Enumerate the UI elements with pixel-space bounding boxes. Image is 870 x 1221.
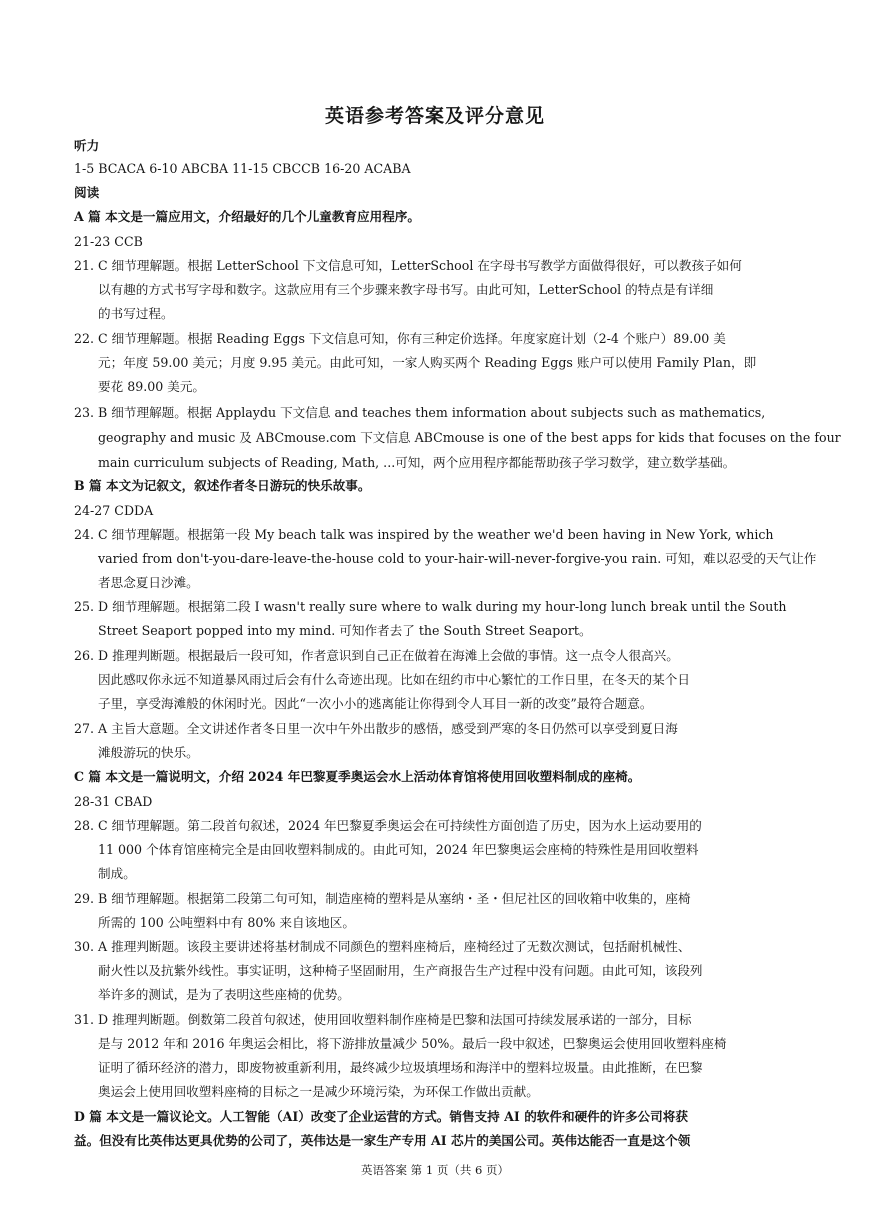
q21-line-2: 以有趣的方式书写字母和数字。这款应用有三个步骤来教字母书写。由此可知，LetterSchool 的特点是有详细 bbox=[98, 282, 714, 297]
q26-line-2: 因此感叹你永远不知道暴风雨过后会有什么奇迹出现。比如在纽约市中心繁忙的工作日里，在冬天的某个日 bbox=[98, 672, 690, 687]
q27-line-1: 27. A 主旨大意题。全文讲述作者冬日里一次中午外出散步的感悟，感受到严寒的冬日仍然可以享受到夏日海 bbox=[74, 721, 678, 736]
q29-line-1: 29. B 细节理解题。根据第二段第二句可知，制造座椅的塑料是从塞纳・圣・但尼社区的回收箱中收集的，座椅 bbox=[74, 891, 691, 906]
q25-line-1: 25. D 细节理解题。根据第二段 I wasn't really sure where to walk during my hour-long lunch break until the South bbox=[74, 599, 787, 614]
q22-line-2: 元；年度 59.00 美元；月度 9.95 美元。由此可知，一家人购买两个 Reading Eggs 账户可以使用 Family Plan，即 bbox=[98, 355, 757, 370]
q22-line-3: 要花 89.00 美元。 bbox=[98, 379, 206, 394]
q31-line-2: 是与 2012 年和 2016 年奥运会相比，将下游排放量减少 50%。最后一段中叙述，巴黎奥运会使用回收塑料座椅 bbox=[98, 1036, 727, 1051]
section-d-heading-line-1: D 篇 本文是一篇议论文。人工智能（AI）改变了企业运营的方式。销售支持 AI 的软件和硬件的许多公司将获 bbox=[74, 1109, 688, 1124]
section-c-answers: 28-31 CBAD bbox=[74, 794, 153, 809]
section-a-answers: 21-23 CCB bbox=[74, 234, 143, 249]
page-title: 英语参考答案及评分意见 bbox=[324, 105, 545, 127]
q26-line-3: 子里，享受海滩般的休闲时光。因此“一次小小的逃离能让你得到令人耳目一新的改变”最符合题意。 bbox=[98, 696, 653, 711]
section-b-answers: 24-27 CDDA bbox=[74, 503, 154, 518]
listening-heading: 听力 bbox=[74, 138, 100, 153]
q30-line-1: 30. A 推理判断题。该段主要讲述将基材制成不同颜色的塑料座椅后，座椅经过了无数次测试，包括耐机械性、 bbox=[74, 939, 691, 954]
q23-line-3: main curriculum subjects of Reading, Math, ...可知，两个应用程序都能帮助孩子学习数学，建立数学基础。 bbox=[98, 455, 736, 470]
q31-line-4: 奥运会上使用回收塑料座椅的目标之一是减少环境污染，为环保工作做出贡献。 bbox=[98, 1084, 539, 1099]
q31-line-1: 31. D 推理判断题。倒数第二段首句叙述，使用回收塑料制作座椅是巴黎和法国可持续发展承诺的一部分，目标 bbox=[74, 1012, 692, 1027]
q30-line-3: 举许多的测试，是为了表明这些座椅的优势。 bbox=[98, 987, 350, 1002]
q30-line-2: 耐火性以及抗紫外线性。事实证明，这种椅子坚固耐用，生产商报告生产过程中没有问题。由此可知，该段列 bbox=[98, 963, 703, 978]
section-c-heading: C 篇 本文是一篇说明文，介绍 2024 年巴黎夏季奥运会水上活动体育馆将使用回收塑料制成的座椅。 bbox=[74, 769, 641, 784]
q24-line-1: 24. C 细节理解题。根据第一段 My beach talk was inspired by the weather we'd been having in New York, which bbox=[74, 527, 774, 542]
listening-answers: 1-5 BCACA 6-10 ABCBA 11-15 CBCCB 16-20 ACABA bbox=[74, 161, 411, 176]
section-d-heading-line-2: 益。但没有比英伟达更具优势的公司了，英伟达是一家生产专用 AI 芯片的美国公司。英伟达能否一直是这个领 bbox=[74, 1133, 691, 1148]
q21-line-1: 21. C 细节理解题。根据 LetterSchool 下文信息可知，LetterSchool 在字母书写教学方面做得很好，可以教孩子如何 bbox=[74, 258, 742, 273]
page-footer: 英语答案 第 1 页（共 6 页） bbox=[361, 1163, 509, 1177]
q27-line-2: 滩般游玩的快乐。 bbox=[98, 745, 199, 760]
reading-heading: 阅读 bbox=[74, 185, 100, 200]
q28-line-3: 制成。 bbox=[98, 866, 136, 881]
q24-line-3: 者思念夏日沙滩。 bbox=[98, 575, 199, 590]
q28-line-2: 11 000 个体育馆座椅完全是由回收塑料制成的。由此可知，2024 年巴黎奥运会座椅的特殊性是用回收塑料 bbox=[98, 842, 699, 857]
q26-line-1: 26. D 推理判断题。根据最后一段可知，作者意识到自己正在做着在海滩上会做的事情。这一点令人很高兴。 bbox=[74, 648, 679, 663]
section-b-heading: B 篇 本文为记叙文，叙述作者冬日游玩的快乐故事。 bbox=[74, 478, 371, 493]
q31-line-3: 证明了循环经济的潜力，即废物被重新利用，最终减少垃圾填埋场和海洋中的塑料垃圾量。由此推断，在巴黎 bbox=[98, 1060, 703, 1075]
q28-line-1: 28. C 细节理解题。第二段首句叙述，2024 年巴黎夏季奥运会在可持续性方面创造了历史，因为水上运动要用的 bbox=[74, 818, 702, 833]
q23-line-2: geography and music 及 ABCmouse.com 下文信息 ABCmouse is one of the best apps for kids that focuses on the four bbox=[98, 430, 841, 445]
section-a-heading: A 篇 本文是一篇应用文，介绍最好的几个儿童教育应用程序。 bbox=[74, 209, 420, 224]
q22-line-1: 22. C 细节理解题。根据 Reading Eggs 下文信息可知，你有三种定价选择。年度家庭计划（2-4 个账户）89.00 美 bbox=[74, 331, 726, 346]
q23-line-1: 23. B 细节理解题。根据 Applaydu 下文信息 and teaches them information about subjects such as mathematics, bbox=[74, 405, 766, 420]
q24-line-2: varied from don't-you-dare-leave-the-house cold to your-hair-will-never-forgive-you rain. 可知，难以忍受的天气让作 bbox=[98, 551, 817, 566]
q21-line-3: 的书写过程。 bbox=[98, 306, 174, 321]
q25-line-2: Street Seaport popped into my mind. 可知作者去了 the South Street Seaport。 bbox=[98, 623, 592, 638]
q29-line-2: 所需的 100 公吨塑料中有 80% 来自该地区。 bbox=[98, 915, 355, 930]
